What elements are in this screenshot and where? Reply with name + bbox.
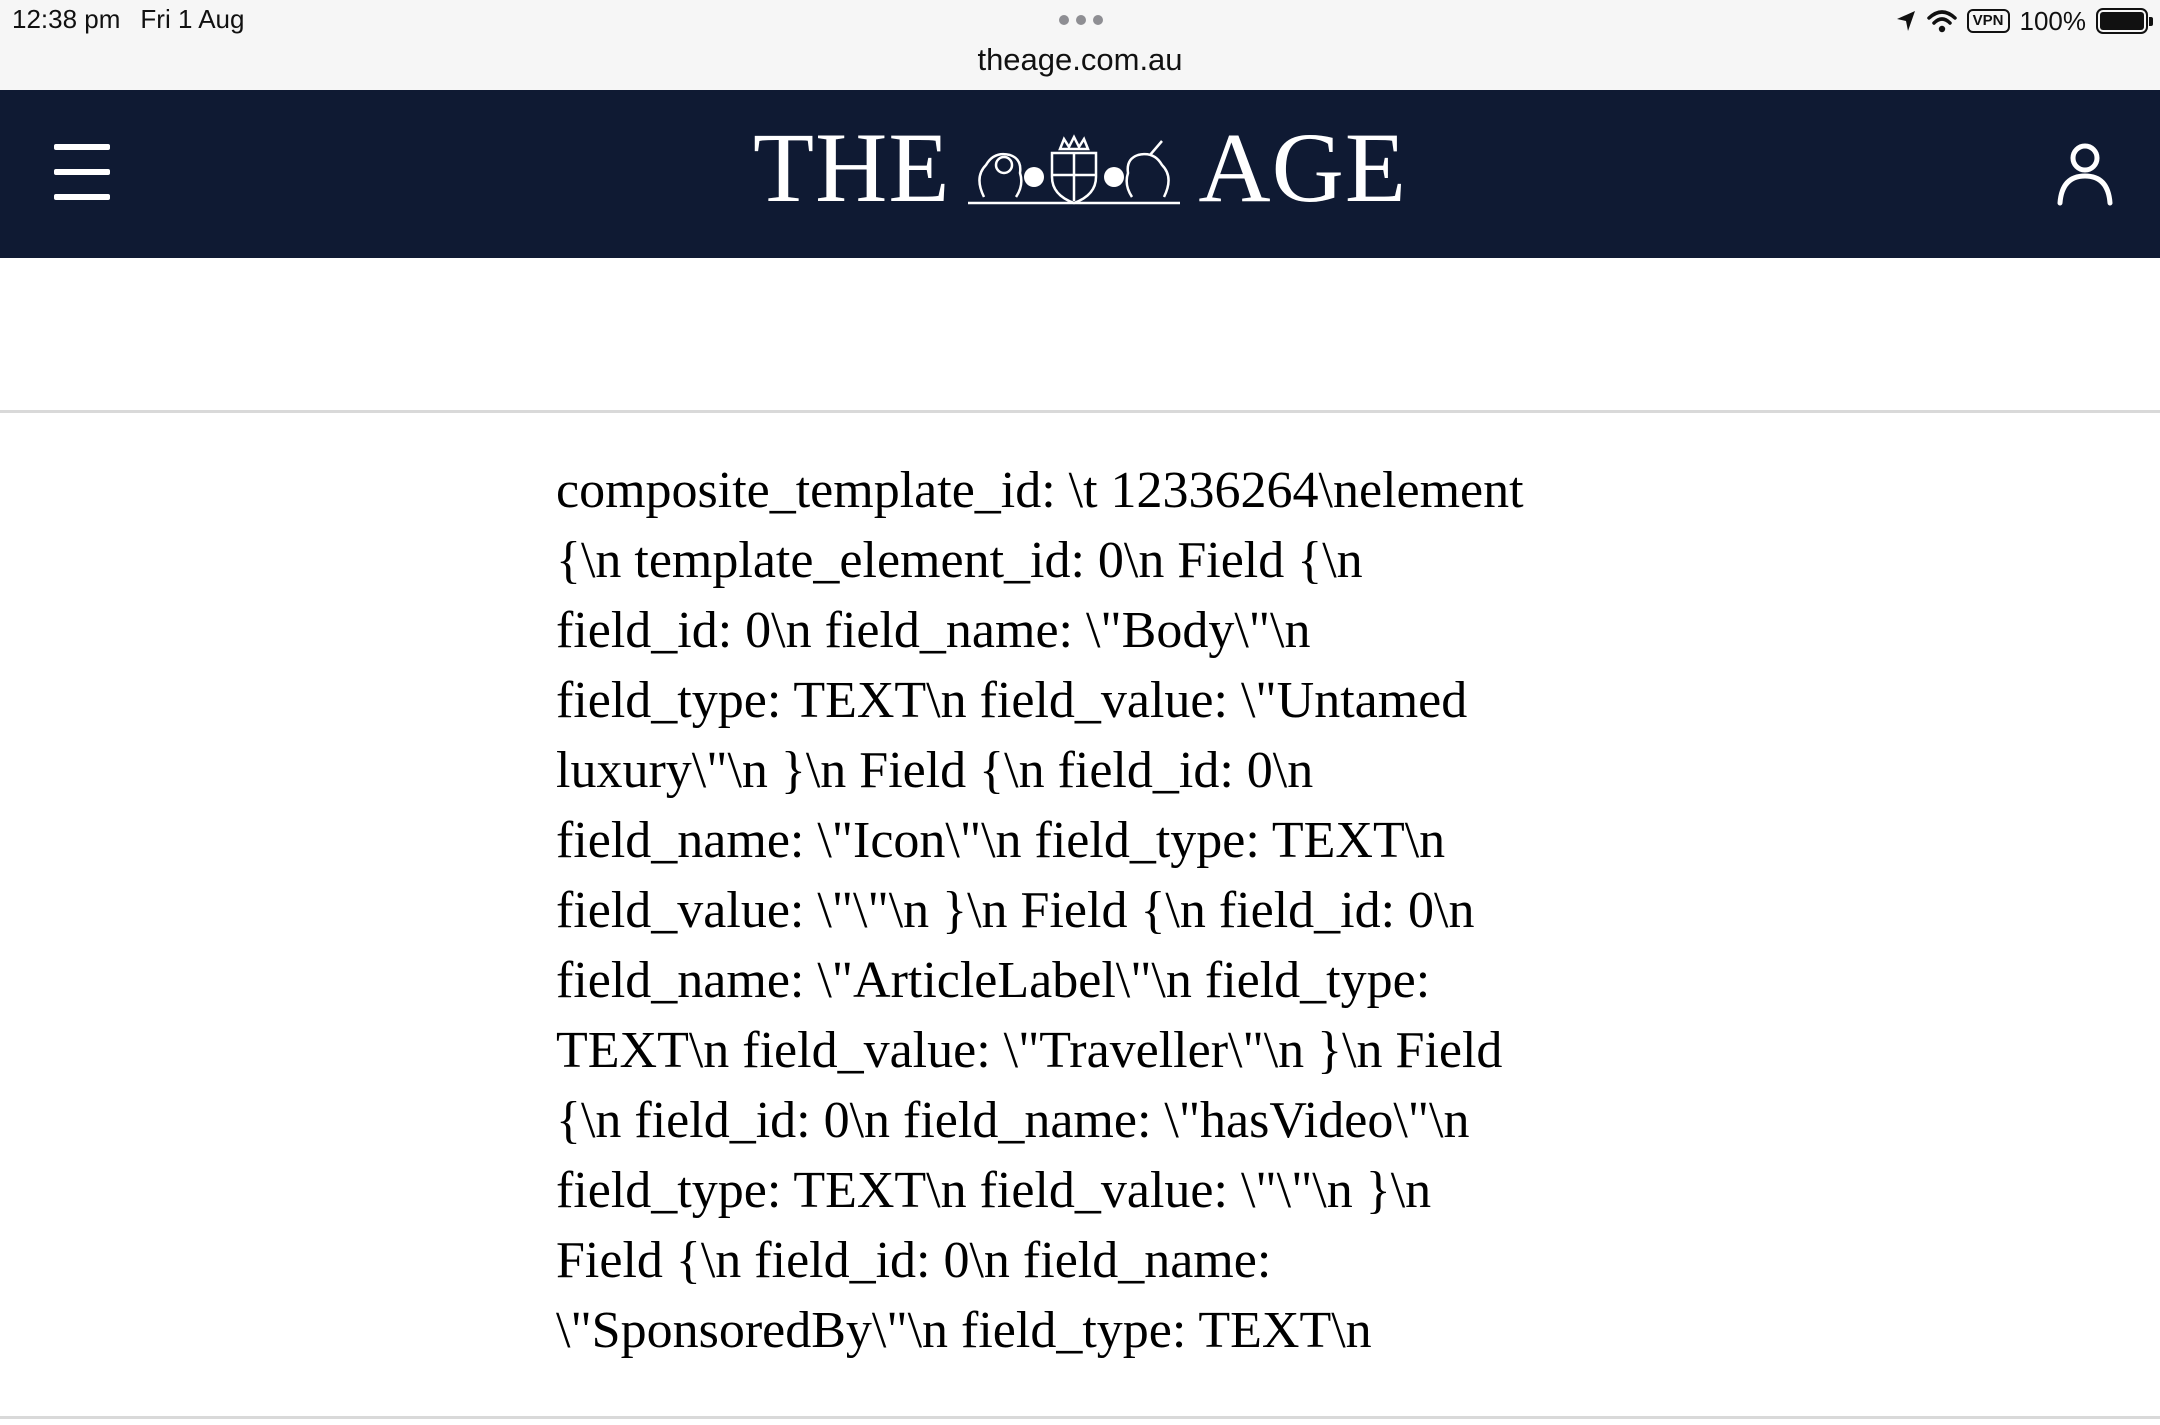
article-line: field_id: 0\n field_name: \"Body\"\n: [556, 602, 1311, 659]
address-bar[interactable]: theage.com.au: [977, 42, 1183, 77]
article-line: {\n field_id: 0\n field_name: \"hasVideo\"\n: [556, 1092, 1470, 1149]
status-time: 12:38 pm: [12, 4, 121, 34]
divider: [0, 1416, 2160, 1419]
article-line: field_type: TEXT\n field_value: \"Untamed: [556, 672, 1468, 729]
account-button[interactable]: [2050, 138, 2120, 208]
article-line: {\n template_element_id: 0\n Field {\n: [556, 532, 1363, 589]
multitasking-dots[interactable]: [1059, 15, 1103, 25]
ad-placeholder: [0, 258, 2160, 412]
article-line: luxury\"\n }\n Field {\n field_id: 0\n: [556, 742, 1314, 799]
article-line: TEXT\n field_value: \"Traveller\"\n }\n Field: [556, 1022, 1503, 1079]
logo-word-left: THE: [753, 112, 951, 223]
article-line: composite_template_id: \t 12336264\nelement: [556, 462, 1524, 519]
wifi-icon: [1927, 9, 1957, 33]
status-icons: [1895, 4, 2148, 38]
logo-word-right: AGE: [1198, 112, 1407, 223]
article-line: field_name: \"Icon\"\n field_type: TEXT\n: [556, 812, 1446, 869]
vpn-badge: VPN: [1967, 9, 2010, 33]
site-header: [0, 90, 2160, 258]
coat-of-arms-icon: [964, 137, 1184, 207]
article-body: [556, 456, 1616, 1359]
article-line: Field {\n field_id: 0\n field_name:: [556, 1232, 1272, 1289]
article-line: field_value: \"\"\n }\n Field {\n field_id: 0\n: [556, 882, 1475, 939]
article-line: field_name: \"ArticleLabel\"\n field_type:: [556, 952, 1431, 1009]
battery-percentage: 100%: [2019, 5, 2086, 36]
user-icon: [2050, 138, 2120, 208]
divider: [0, 410, 2160, 413]
status-date: Fri 1 Aug: [140, 4, 245, 34]
location-arrow-icon: [1895, 9, 1917, 33]
article-line: field_type: TEXT\n field_value: \"\"\n }\n: [556, 1162, 1432, 1219]
battery-icon: [2096, 8, 2148, 34]
status-clock: [12, 4, 244, 35]
status-bar: [0, 0, 2160, 90]
article-text: [556, 456, 1616, 1366]
article-line: \"SponsoredBy\"\n field_type: TEXT\n: [556, 1302, 1372, 1359]
site-logo[interactable]: [0, 112, 2160, 223]
